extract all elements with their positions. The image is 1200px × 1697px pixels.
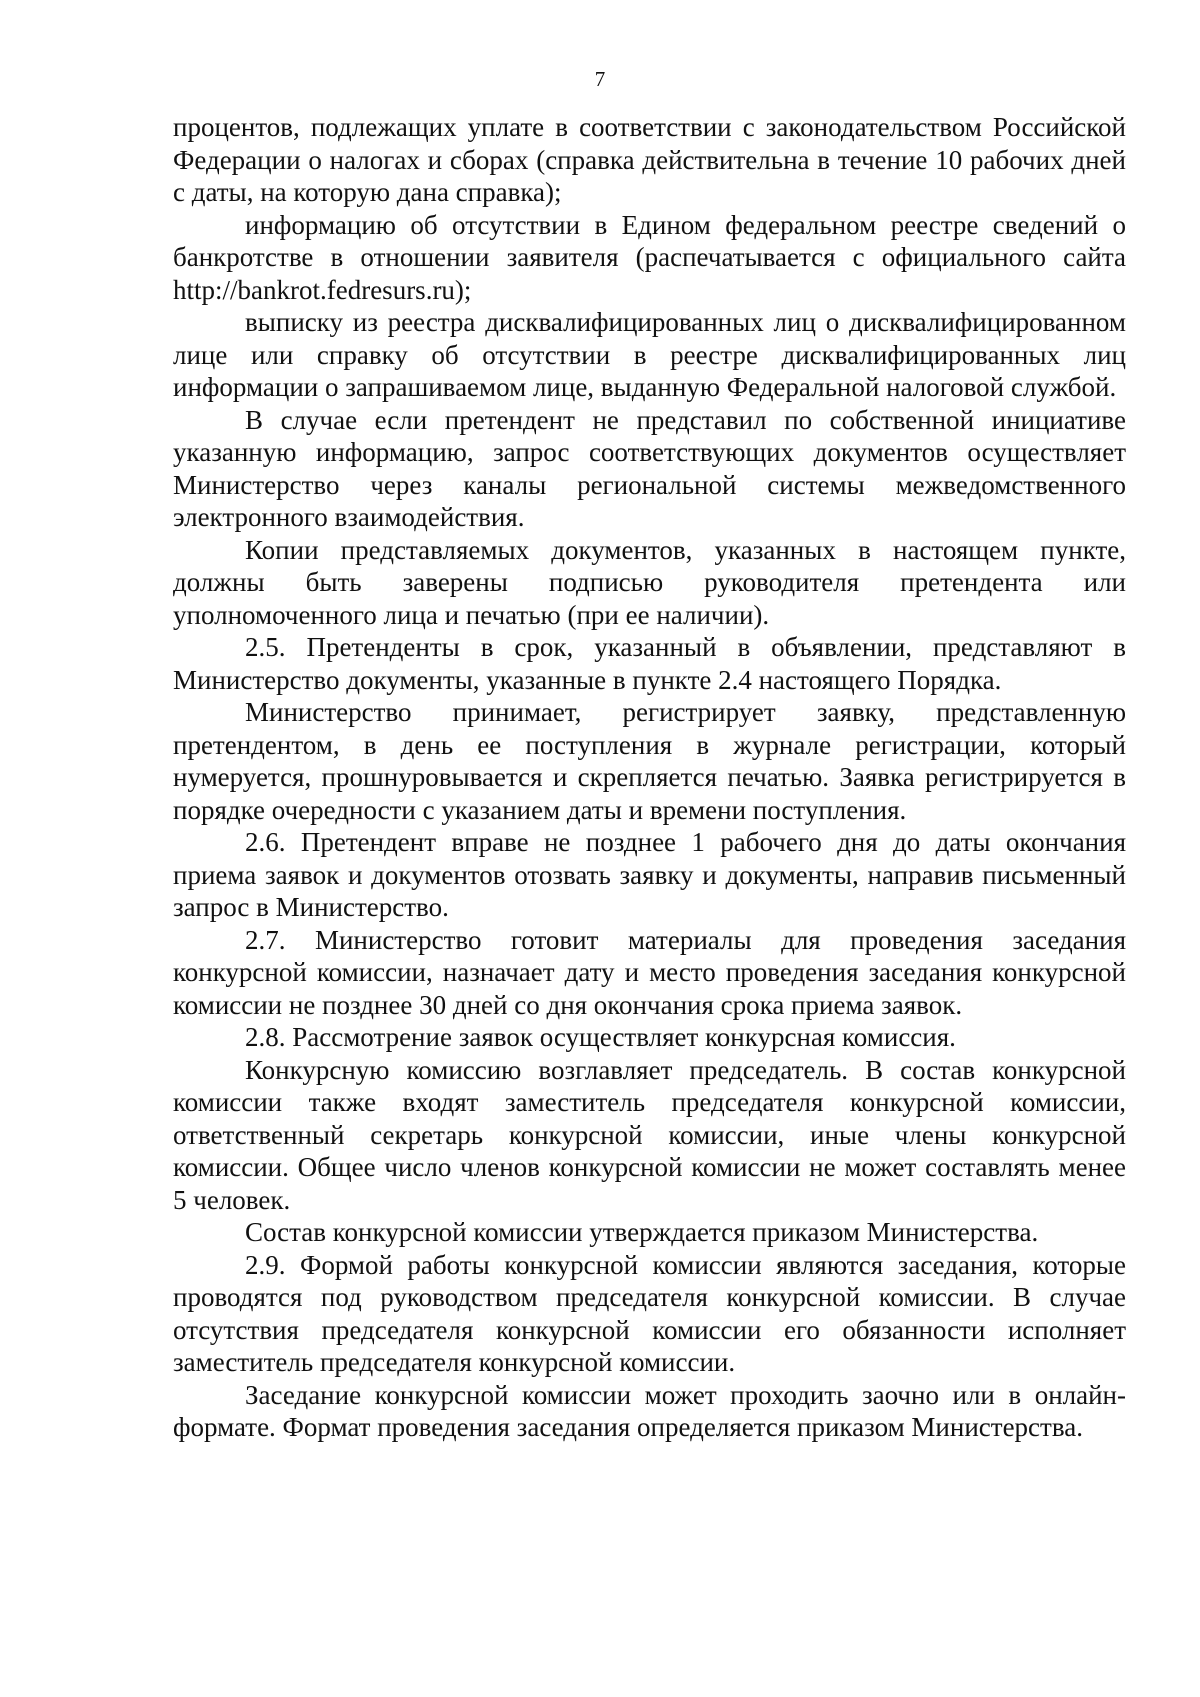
paragraph-commission-composition: Конкурсную комиссию возглавляет председатель. В состав конкурсной комиссии также входят заместитель председателя конкурсной комиссии, ответственный секретарь конкурсной комиссии, иные члены конкурсной комиссии. Общее число членов конкурсной комиссии не может составлять менее 5 человек. [173,1054,1126,1215]
paragraph-meeting-format: Заседание конкурсной комиссии может проходить заочно или в онлайн-формате. Формат проведения заседания определяется приказом Министерства. [173,1379,1126,1442]
paragraph-clause-2-8: 2.8. Рассмотрение заявок осуществляет конкурсная комиссия. [245,1022,956,1052]
paragraph-registration: Министерство принимает, регистрирует заявку, представленную претендентом, в день ее поступления в журнале регистрации, который нумеруется, прошнуровывается и скрепляется печатью. Заявка регистрируется в порядке очередности с указанием даты и времени поступления. [173,697,1126,825]
paragraph-interagency-request: В случае если претендент не представил по собственной инициативе указанную информацию, запрос соответствующих документов осуществляет Министерство через каналы региональной системы межведомственного электронного взаимодействия. [173,404,1126,532]
paragraph-bankruptcy-registry: информацию об отсутствии в Едином федеральном реестре сведений о банкротстве в отношении заявителя (распечатывается с официального сайта http://bankrot.fedresurs.ru); [173,209,1126,305]
paragraph-clause-2-7: 2.7. Министерство готовит материалы для проведения заседания конкурсной комиссии, назначает дату и место проведения заседания конкурсной комиссии не позднее 30 дней со дня окончания срока приема заявок. [173,924,1126,1020]
paragraph-clause-2-9: 2.9. Формой работы конкурсной комиссии являются заседания, которые проводятся под руководством председателя конкурсной комиссии. В случае отсутствия председателя конкурсной комиссии его обязанности исполняет заместитель председателя конкурсной комиссии. [173,1249,1126,1377]
paragraph-clause-2-5: 2.5. Претенденты в срок, указанный в объявлении, представляют в Министерство документы, указанные в пункте 2.4 настоящего Порядка. [173,632,1126,695]
paragraph-commission-approval: Состав конкурсной комиссии утверждается приказом Министерства. [245,1217,1039,1247]
paragraph-clause-2-6: 2.6. Претендент вправе не позднее 1 рабочего дня до даты окончания приема заявок и документов отозвать заявку и документы, направив письменный запрос в Министерство. [173,827,1126,922]
paragraph-disqualified-registry: выписку из реестра дисквалифицированных лиц о дисквалифицированном лице или справку об отсутствии в реестре дисквалифицированных лиц информации о запрашиваемом лице, выданную Федеральной налоговой службой. [173,307,1126,402]
document-body [173,111,1126,1444]
paragraph-continuation-taxes: процентов, подлежащих уплате в соответствии с законодательством Российской Федерации о налогах и сборах (справка действительна в течение 10 рабочих дней с даты, на которую дана справка); [173,112,1126,207]
paragraph-copies-certified: Копии представляемых документов, указанных в настоящем пункте, должны быть заверены подписью руководителя претендента или уполномоченного лица и печатью (при ее наличии). [173,534,1126,630]
page-number: 7 [594,67,606,91]
